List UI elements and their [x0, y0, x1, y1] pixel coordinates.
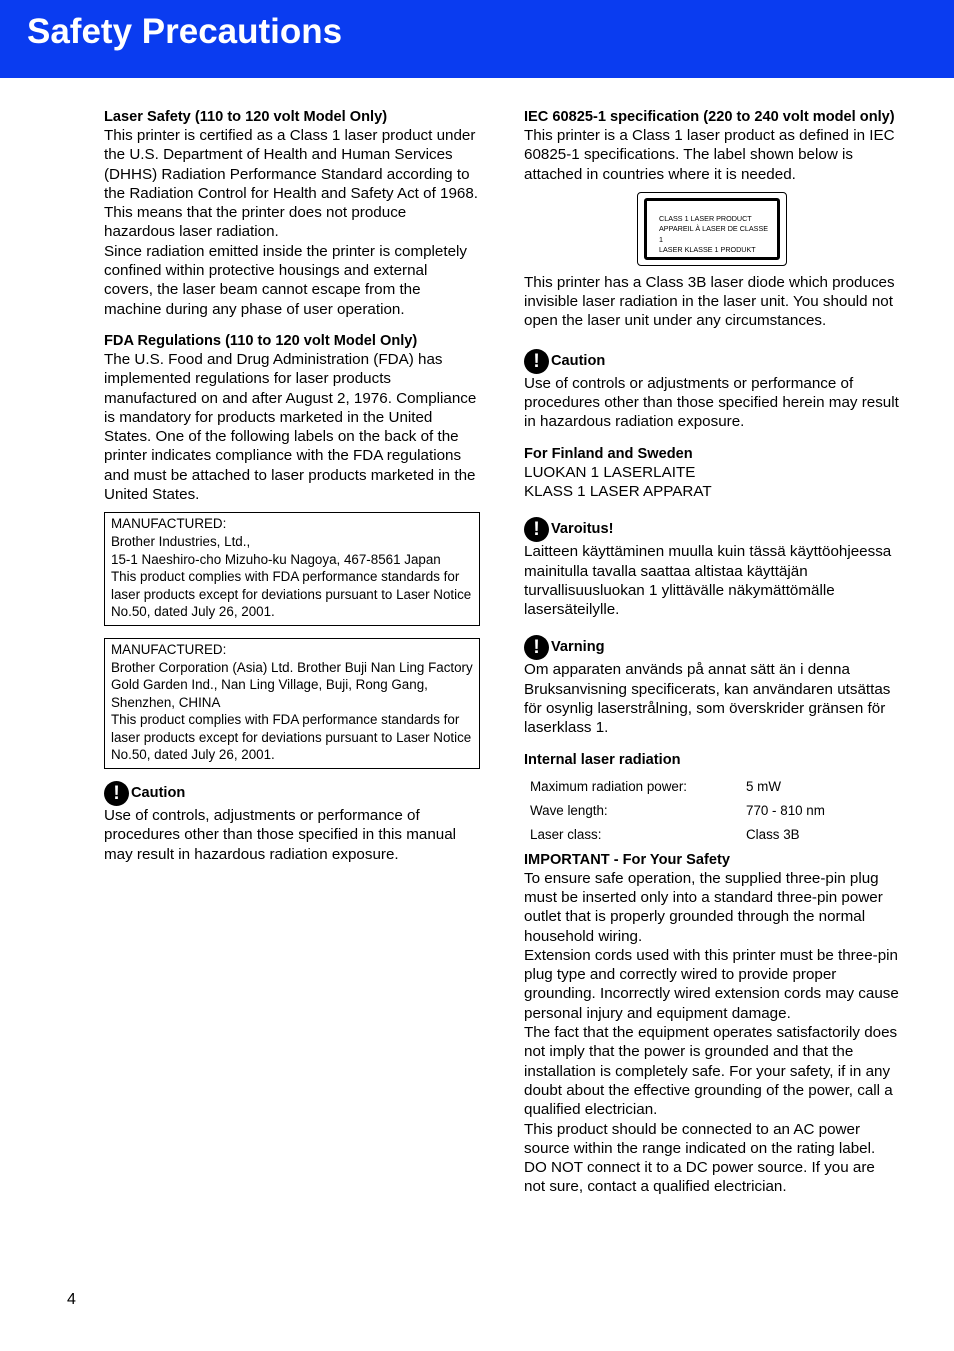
finland-heading: For Finland and Sweden — [524, 445, 693, 462]
important-paragraph: This product should be connected to an AC power source within the range indicated on the rating label. DO NOT connect it to a DC power source. If you are not sure, contact a qualified electrician. — [524, 1120, 876, 1196]
label-line: CLASS 1 LASER PRODUCT — [659, 213, 752, 223]
warning-icon: ! — [104, 781, 129, 806]
warning-icon: ! — [524, 517, 549, 542]
important-paragraph: To ensure safe operation, the supplied three-pin plug must be inserted only into a standard three-pin power outlet that is properly grounded through the normal household wiring. — [524, 869, 883, 945]
warning-icon: ! — [524, 349, 549, 374]
finland-line: LUOKAN 1 LASERLAITE — [524, 463, 696, 481]
important-heading: IMPORTANT - For Your Safety — [524, 851, 730, 868]
iec-heading: IEC 60825-1 specification (220 to 240 volt model only) — [524, 109, 895, 125]
page-title: Safety Precautions — [27, 12, 343, 51]
varning-text: Om apparaten används på annat sätt än i denna Bruksanvisning specificerats, kan användaren utsättas för osynlig laserstrålning, som överskrider gränsen för laserklass 1. — [524, 661, 891, 737]
caution-heading — [524, 349, 900, 374]
spec-key: Maximum radiation power: — [530, 778, 688, 794]
page-header — [0, 0, 954, 78]
table-row — [524, 823, 825, 847]
finland-line: KLASS 1 LASER APPARAT — [524, 482, 712, 500]
laser-safety-paragraph: Since radiation emitted inside the printer is completely confined within protective housings and external covers, the laser beam cannot escape from the machine during any phase of user operation. — [104, 242, 467, 318]
laser-safety-paragraph: This printer is certified as a Class 1 laser product under the U.S. Department of Health and Human Services (DHHS) Radiation Performance Standard according to the Radiation Control for Health and Safety Act of 1968. This means that the printer does not produce hazardous laser radiation. — [104, 127, 479, 241]
box-line: 15-1 Naeshiro-cho Mizuho-ku Nagoya, 467-8561 Japan — [111, 551, 441, 567]
box-line: MANUFACTURED: — [111, 641, 227, 657]
laser-spec-table — [524, 775, 825, 847]
table-row — [524, 775, 825, 799]
diode-paragraph: This printer has a Class 3B laser diode which produces invisible laser radiation in the laser unit. You should not open the laser unit under any circumstances. — [524, 273, 895, 330]
caution-text: Use of controls, adjustments or performance of procedures other than those specified in this manual may result in hazardous radiation exposure. — [104, 807, 457, 863]
box-line: Brother Industries, Ltd., — [111, 533, 251, 549]
fda-section — [104, 332, 480, 504]
important-paragraph: Extension cords used with this printer must be three-pin plug type and correctly wired to provide proper grounding. Incorrectly wired extension cords may cause personal injury and equipment damage. — [524, 946, 899, 1022]
right-column — [524, 108, 900, 1197]
caution-title: Caution — [131, 784, 186, 801]
varning-title: Varning — [551, 639, 605, 656]
laser-label-image — [524, 192, 900, 266]
box-line: This product complies with FDA performance standards for laser products except for deviations pursuant to Laser Notice No.50, dated July 26, 2001. — [111, 569, 472, 620]
internal-laser-heading: Internal laser radiation — [524, 751, 681, 768]
box-line: Brother Corporation (Asia) Ltd. Brother Buji Nan Ling Factory Gold Garden Ind., Nan Ling Village, Buji, Rong Gang, Shenzhen, CHINA — [111, 659, 473, 710]
important-paragraph: The fact that the equipment operates satisfactorily does not imply that the power is grounded and that the installation is completely safe. For your safety, if in any doubt about the effective grounding of the power, call a qualified electrician. — [524, 1024, 898, 1119]
iec-paragraph: This printer is a Class 1 laser product as defined in IEC 60825-1 specifications. The label shown below is attached in countries where it is needed. — [524, 127, 895, 183]
varoitus-title: Varoitus! — [551, 521, 614, 538]
warning-icon: ! — [524, 635, 549, 660]
laser-safety-heading: Laser Safety (110 to 120 volt Model Only) — [104, 109, 388, 125]
fda-label-box-china — [104, 638, 480, 769]
varoitus-text: Laitteen käyttäminen muulla kuin tässä käyttöohjeessa mainitulla tavalla saattaa altistaa käyttäjän turvallisuusluokan 1 ylittävälle näkymättömälle lasersäteilylle. — [524, 543, 892, 619]
left-column — [104, 108, 480, 864]
varning-heading — [524, 635, 900, 660]
laser-safety-section — [104, 108, 480, 319]
fda-paragraph: The U.S. Food and Drug Administration (FDA) has implemented regulations for laser products manufactured on and after August 2, 1976. Compliance is mandatory for products marketed in the United States. One of the following labels on the back of the printer indicates compliance with the FDA regulations and must be attached to laser products marketed in the United States. — [104, 350, 477, 504]
label-line: APPAREIL À LASER DE CLASSE 1 — [659, 224, 769, 244]
spec-value: 5 mW — [746, 778, 781, 794]
spec-value: 770 - 810 nm — [746, 802, 825, 818]
caution-text: Use of controls or adjustments or performance of procedures other than those specified herein may result in hazardous radiation exposure. — [524, 374, 899, 431]
spec-value: Class 3B — [746, 826, 800, 842]
fda-heading: FDA Regulations (110 to 120 volt Model Only) — [104, 332, 418, 349]
box-line: MANUFACTURED: — [111, 516, 227, 532]
caution-heading — [104, 781, 480, 806]
spec-key: Laser class: — [530, 826, 602, 842]
varoitus-heading — [524, 517, 900, 542]
page-number: 4 — [67, 1291, 76, 1308]
label-line: LASER KLASSE 1 PRODUKT — [659, 245, 756, 255]
table-row — [524, 799, 825, 823]
fda-label-box-japan — [104, 512, 480, 626]
spec-key: Wave length: — [530, 802, 608, 818]
box-line: This product complies with FDA performance standards for laser products except for deviations pursuant to Laser Notice No.50, dated July 26, 2001. — [111, 712, 472, 763]
caution-title: Caution — [551, 352, 606, 369]
